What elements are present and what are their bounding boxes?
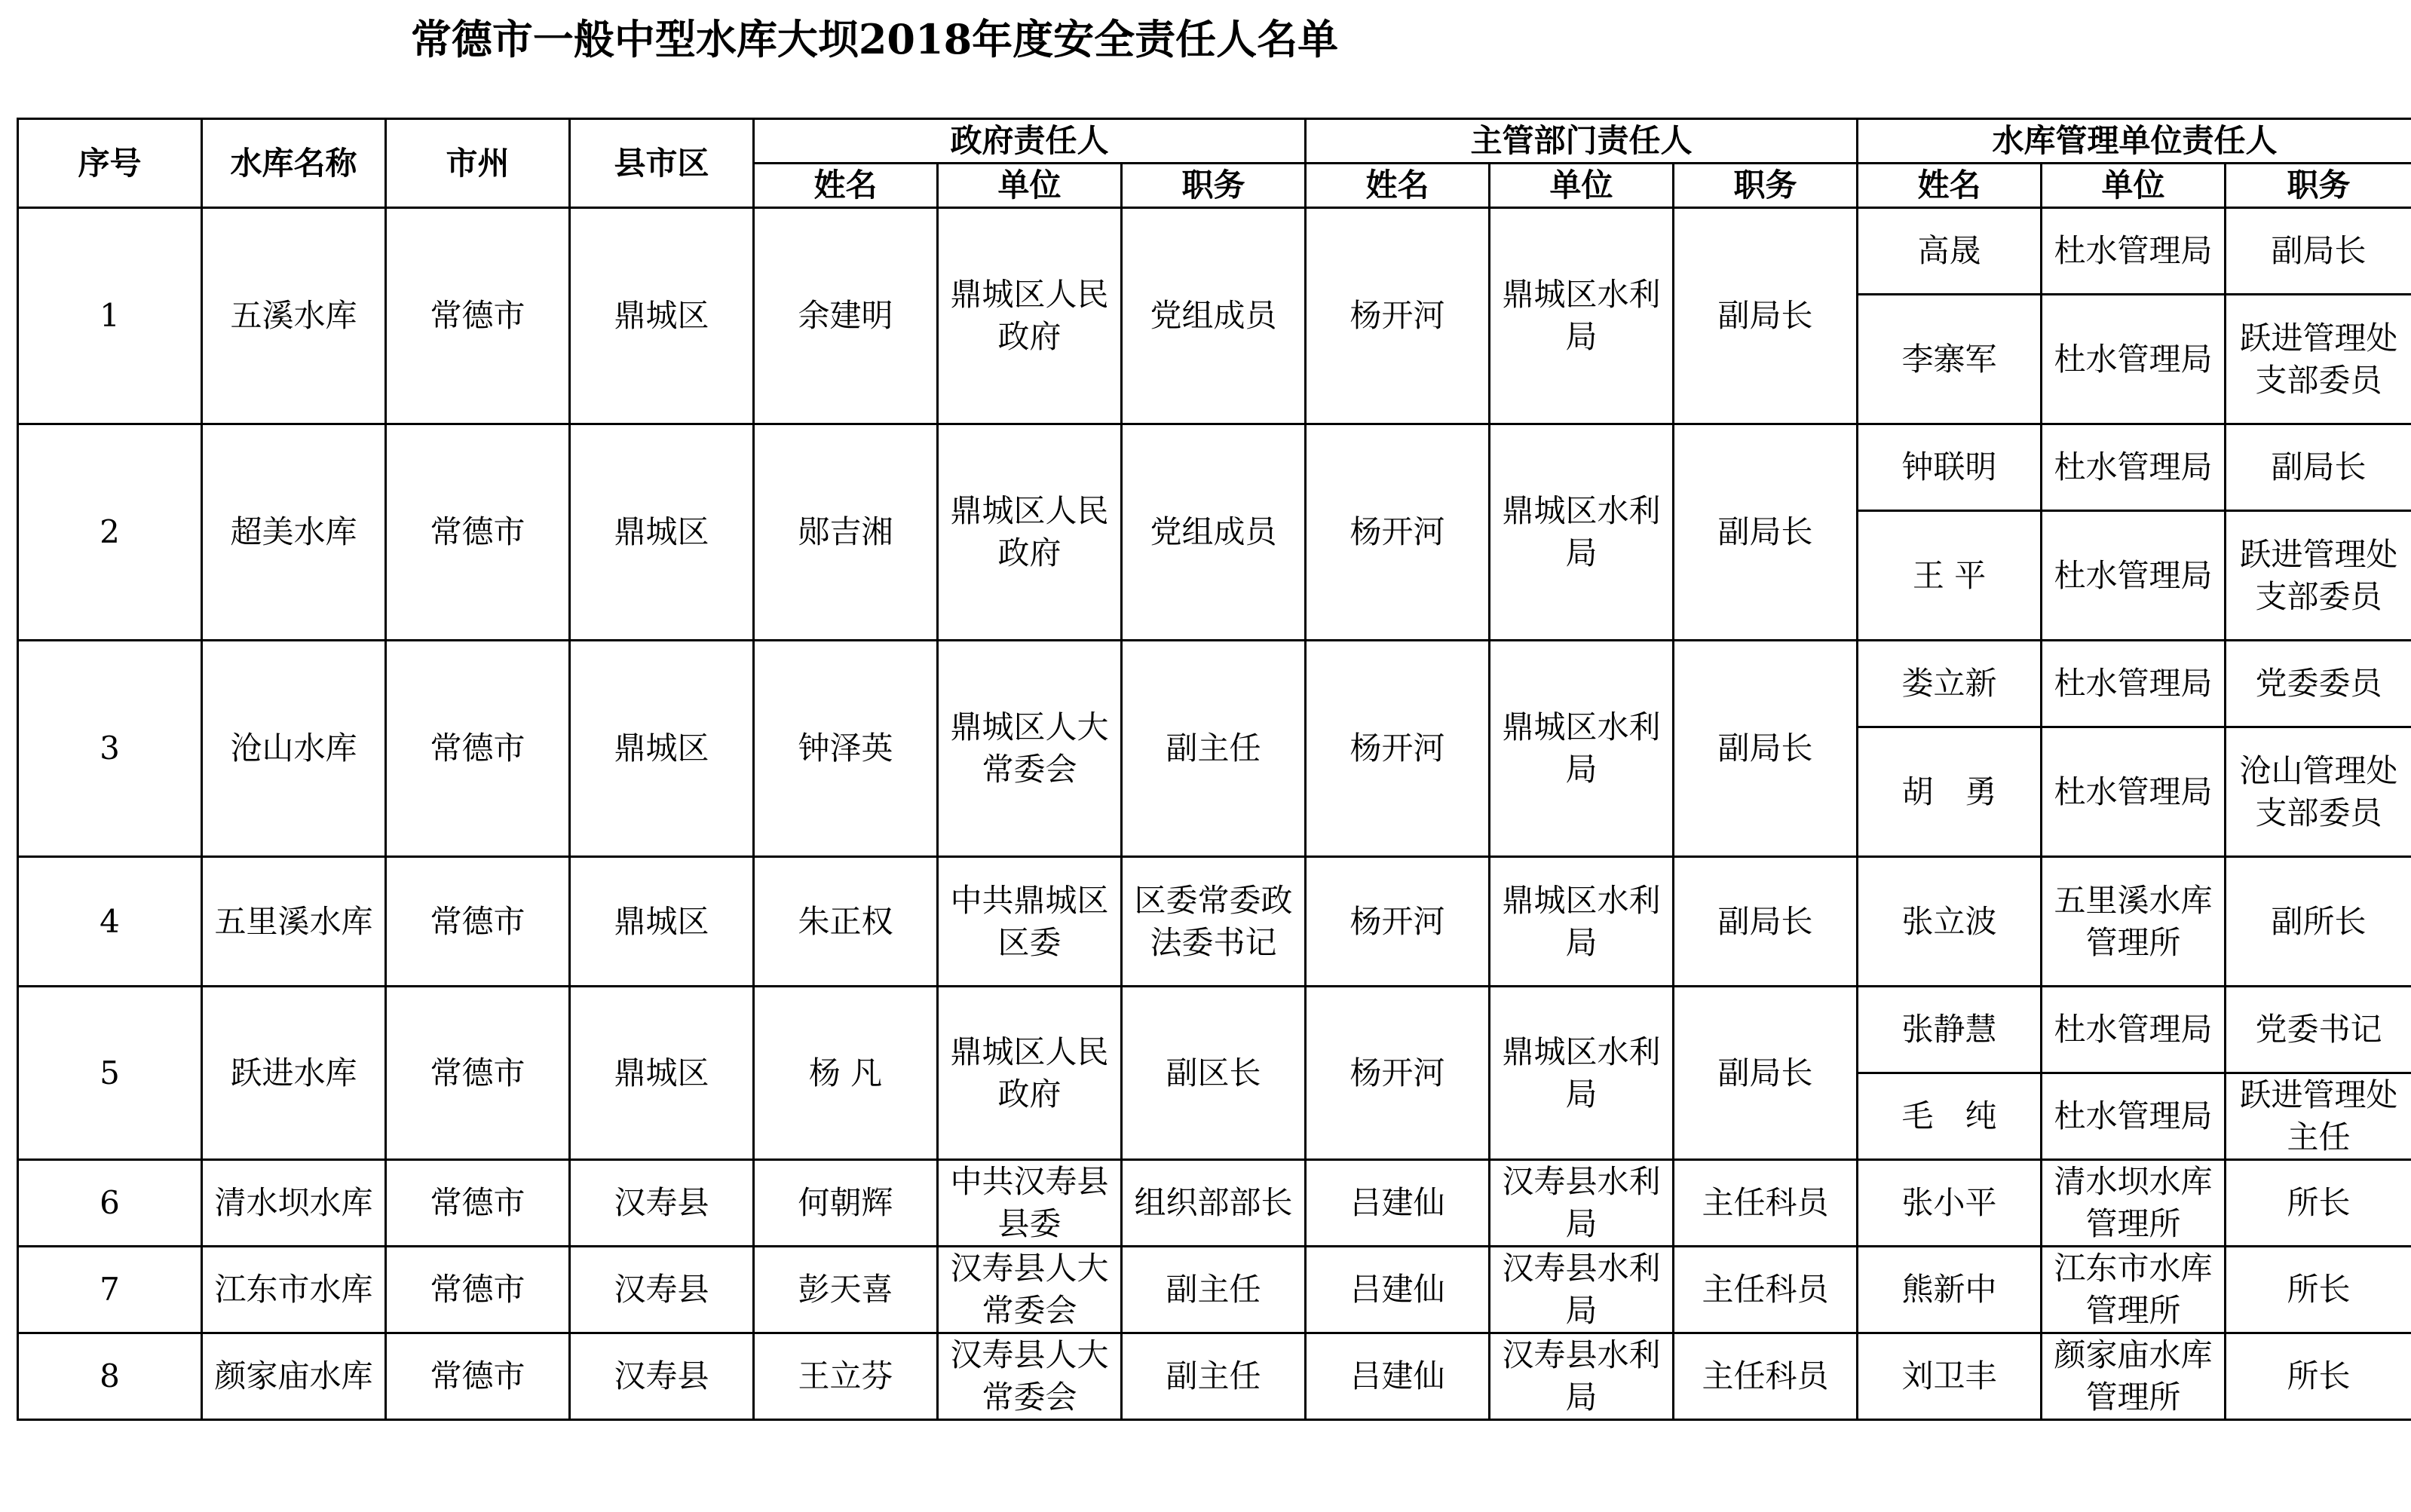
cell-city: 常德市 bbox=[386, 1247, 570, 1333]
cell-dept-position: 副局长 bbox=[1674, 641, 1858, 857]
cell-reservoir: 五溪水库 bbox=[202, 208, 386, 424]
cell-mgmt-name: 刘卫丰 bbox=[1858, 1333, 2042, 1420]
cell-dept-unit: 鼎城区水利局 bbox=[1490, 208, 1674, 424]
table-row bbox=[18, 1160, 2411, 1247]
table-row bbox=[18, 987, 2411, 1073]
cell-dept-unit: 鼎城区水利局 bbox=[1490, 424, 1674, 641]
cell-dept-position: 副局长 bbox=[1674, 857, 1858, 987]
cell-dept-unit: 汉寿县水利局 bbox=[1490, 1333, 1674, 1420]
cell-city: 常德市 bbox=[386, 857, 570, 987]
cell-mgmt-position: 所长 bbox=[2226, 1247, 2411, 1333]
cell-gov-name: 余建明 bbox=[754, 208, 938, 424]
cell-city: 常德市 bbox=[386, 424, 570, 641]
cell-mgmt-position: 副所长 bbox=[2226, 857, 2411, 987]
header-dept-unit: 单位 bbox=[1490, 164, 1674, 208]
cell-mgmt-unit: 杜水管理局 bbox=[2042, 727, 2226, 857]
cell-reservoir: 超美水库 bbox=[202, 424, 386, 641]
cell-dept-name: 杨开河 bbox=[1306, 987, 1490, 1160]
cell-county: 鼎城区 bbox=[570, 857, 754, 987]
cell-gov-position: 党组成员 bbox=[1122, 208, 1306, 424]
cell-reservoir: 颜家庙水库 bbox=[202, 1333, 386, 1420]
cell-county: 鼎城区 bbox=[570, 424, 754, 641]
cell-gov-name: 钟泽英 bbox=[754, 641, 938, 857]
cell-seq: 8 bbox=[18, 1333, 202, 1420]
cell-gov-unit: 汉寿县人大常委会 bbox=[938, 1333, 1122, 1420]
cell-mgmt-unit: 杜水管理局 bbox=[2042, 1073, 2226, 1160]
cell-county: 汉寿县 bbox=[570, 1247, 754, 1333]
cell-mgmt-name: 王 平 bbox=[1858, 511, 2042, 641]
cell-mgmt-unit: 清水坝水库管理所 bbox=[2042, 1160, 2226, 1247]
cell-dept-name: 吕建仙 bbox=[1306, 1247, 1490, 1333]
cell-seq: 1 bbox=[18, 208, 202, 424]
cell-mgmt-position: 沧山管理处支部委员 bbox=[2226, 727, 2411, 857]
table-row bbox=[18, 641, 2411, 727]
cell-dept-name: 吕建仙 bbox=[1306, 1333, 1490, 1420]
header-city: 市州 bbox=[386, 119, 570, 208]
cell-dept-unit: 鼎城区水利局 bbox=[1490, 641, 1674, 857]
cell-gov-unit: 鼎城区人大常委会 bbox=[938, 641, 1122, 857]
cell-gov-position: 副主任 bbox=[1122, 1247, 1306, 1333]
cell-gov-name: 何朝辉 bbox=[754, 1160, 938, 1247]
header-row-groups bbox=[18, 119, 2411, 164]
cell-mgmt-unit: 杜水管理局 bbox=[2042, 208, 2226, 295]
cell-gov-position: 区委常委政法委书记 bbox=[1122, 857, 1306, 987]
cell-dept-name: 杨开河 bbox=[1306, 424, 1490, 641]
cell-dept-position: 副局长 bbox=[1674, 424, 1858, 641]
cell-gov-unit: 中共汉寿县县委 bbox=[938, 1160, 1122, 1247]
cell-dept-unit: 鼎城区水利局 bbox=[1490, 987, 1674, 1160]
table-row bbox=[18, 1333, 2411, 1420]
table-row bbox=[18, 424, 2411, 511]
cell-reservoir: 江东市水库 bbox=[202, 1247, 386, 1333]
cell-mgmt-position: 跃进管理处主任 bbox=[2226, 1073, 2411, 1160]
cell-dept-position: 主任科员 bbox=[1674, 1333, 1858, 1420]
cell-dept-name: 杨开河 bbox=[1306, 641, 1490, 857]
header-mgmt-group: 水库管理单位责任人 bbox=[1858, 119, 2411, 164]
table-row bbox=[18, 1247, 2411, 1333]
cell-mgmt-name: 张小平 bbox=[1858, 1160, 2042, 1247]
cell-gov-unit: 鼎城区人民政府 bbox=[938, 987, 1122, 1160]
cell-mgmt-unit: 杜水管理局 bbox=[2042, 511, 2226, 641]
cell-gov-unit: 鼎城区人民政府 bbox=[938, 424, 1122, 641]
cell-mgmt-position: 副局长 bbox=[2226, 208, 2411, 295]
header-mgmt-position: 职务 bbox=[2226, 164, 2411, 208]
cell-dept-name: 杨开河 bbox=[1306, 857, 1490, 987]
cell-gov-position: 副主任 bbox=[1122, 1333, 1306, 1420]
cell-county: 鼎城区 bbox=[570, 987, 754, 1160]
cell-seq: 5 bbox=[18, 987, 202, 1160]
cell-gov-name: 王立芬 bbox=[754, 1333, 938, 1420]
cell-reservoir: 清水坝水库 bbox=[202, 1160, 386, 1247]
header-gov-group: 政府责任人 bbox=[754, 119, 1306, 164]
cell-gov-name: 朱正权 bbox=[754, 857, 938, 987]
header-mgmt-name: 姓名 bbox=[1858, 164, 2042, 208]
document-title: 常德市一般中型水库大坝2018年度安全责任人名单 bbox=[410, 15, 1339, 63]
header-reservoir: 水库名称 bbox=[202, 119, 386, 208]
cell-mgmt-position: 所长 bbox=[2226, 1333, 2411, 1420]
header-dept-group: 主管部门责任人 bbox=[1306, 119, 1858, 164]
cell-gov-unit: 鼎城区人民政府 bbox=[938, 208, 1122, 424]
header-dept-name: 姓名 bbox=[1306, 164, 1490, 208]
cell-reservoir: 五里溪水库 bbox=[202, 857, 386, 987]
table-row bbox=[18, 857, 2411, 987]
cell-mgmt-position: 党委书记 bbox=[2226, 987, 2411, 1073]
header-seq: 序号 bbox=[18, 119, 202, 208]
cell-gov-position: 党组成员 bbox=[1122, 424, 1306, 641]
cell-mgmt-unit: 江东市水库管理所 bbox=[2042, 1247, 2226, 1333]
cell-city: 常德市 bbox=[386, 208, 570, 424]
cell-mgmt-unit: 杜水管理局 bbox=[2042, 987, 2226, 1073]
cell-gov-name: 郧吉湘 bbox=[754, 424, 938, 641]
cell-dept-position: 主任科员 bbox=[1674, 1160, 1858, 1247]
cell-reservoir: 跃进水库 bbox=[202, 987, 386, 1160]
header-county: 县市区 bbox=[570, 119, 754, 208]
cell-county: 汉寿县 bbox=[570, 1333, 754, 1420]
cell-mgmt-name: 张立波 bbox=[1858, 857, 2042, 987]
cell-mgmt-name: 张静慧 bbox=[1858, 987, 2042, 1073]
header-gov-position: 职务 bbox=[1122, 164, 1306, 208]
cell-county: 鼎城区 bbox=[570, 208, 754, 424]
cell-mgmt-unit: 五里溪水库管理所 bbox=[2042, 857, 2226, 987]
cell-dept-name: 吕建仙 bbox=[1306, 1160, 1490, 1247]
cell-mgmt-position: 所长 bbox=[2226, 1160, 2411, 1247]
cell-county: 鼎城区 bbox=[570, 641, 754, 857]
cell-dept-name: 杨开河 bbox=[1306, 208, 1490, 424]
cell-mgmt-position: 跃进管理处支部委员 bbox=[2226, 295, 2411, 424]
cell-city: 常德市 bbox=[386, 641, 570, 857]
header-gov-name: 姓名 bbox=[754, 164, 938, 208]
header-dept-position: 职务 bbox=[1674, 164, 1858, 208]
cell-mgmt-name: 高晟 bbox=[1858, 208, 2042, 295]
cell-mgmt-name: 胡 勇 bbox=[1858, 727, 2042, 857]
table-row bbox=[18, 208, 2411, 295]
cell-seq: 2 bbox=[18, 424, 202, 641]
cell-mgmt-name: 熊新中 bbox=[1858, 1247, 2042, 1333]
cell-gov-name: 彭天喜 bbox=[754, 1247, 938, 1333]
cell-dept-position: 副局长 bbox=[1674, 987, 1858, 1160]
cell-mgmt-position: 党委委员 bbox=[2226, 641, 2411, 727]
cell-seq: 3 bbox=[18, 641, 202, 857]
cell-gov-unit: 汉寿县人大常委会 bbox=[938, 1247, 1122, 1333]
header-mgmt-unit: 单位 bbox=[2042, 164, 2226, 208]
cell-gov-unit: 中共鼎城区区委 bbox=[938, 857, 1122, 987]
cell-seq: 6 bbox=[18, 1160, 202, 1247]
cell-dept-unit: 汉寿县水利局 bbox=[1490, 1160, 1674, 1247]
cell-city: 常德市 bbox=[386, 1160, 570, 1247]
cell-reservoir: 沧山水库 bbox=[202, 641, 386, 857]
cell-city: 常德市 bbox=[386, 987, 570, 1160]
header-gov-unit: 单位 bbox=[938, 164, 1122, 208]
cell-mgmt-name: 娄立新 bbox=[1858, 641, 2042, 727]
cell-gov-position: 副主任 bbox=[1122, 641, 1306, 857]
cell-mgmt-unit: 杜水管理局 bbox=[2042, 641, 2226, 727]
cell-gov-name: 杨 凡 bbox=[754, 987, 938, 1160]
cell-county: 汉寿县 bbox=[570, 1160, 754, 1247]
cell-mgmt-position: 跃进管理处支部委员 bbox=[2226, 511, 2411, 641]
cell-mgmt-unit: 杜水管理局 bbox=[2042, 295, 2226, 424]
cell-mgmt-name: 毛 纯 bbox=[1858, 1073, 2042, 1160]
cell-dept-position: 主任科员 bbox=[1674, 1247, 1858, 1333]
safety-roster-table bbox=[17, 118, 2411, 1421]
cell-dept-position: 副局长 bbox=[1674, 208, 1858, 424]
cell-mgmt-name: 钟联明 bbox=[1858, 424, 2042, 511]
cell-city: 常德市 bbox=[386, 1333, 570, 1420]
cell-seq: 4 bbox=[18, 857, 202, 987]
cell-mgmt-unit: 杜水管理局 bbox=[2042, 424, 2226, 511]
cell-mgmt-unit: 颜家庙水库管理所 bbox=[2042, 1333, 2226, 1420]
cell-dept-unit: 鼎城区水利局 bbox=[1490, 857, 1674, 987]
cell-mgmt-position: 副局长 bbox=[2226, 424, 2411, 511]
cell-seq: 7 bbox=[18, 1247, 202, 1333]
cell-gov-position: 副区长 bbox=[1122, 987, 1306, 1160]
cell-dept-unit: 汉寿县水利局 bbox=[1490, 1247, 1674, 1333]
cell-mgmt-name: 李寨军 bbox=[1858, 295, 2042, 424]
cell-gov-position: 组织部部长 bbox=[1122, 1160, 1306, 1247]
